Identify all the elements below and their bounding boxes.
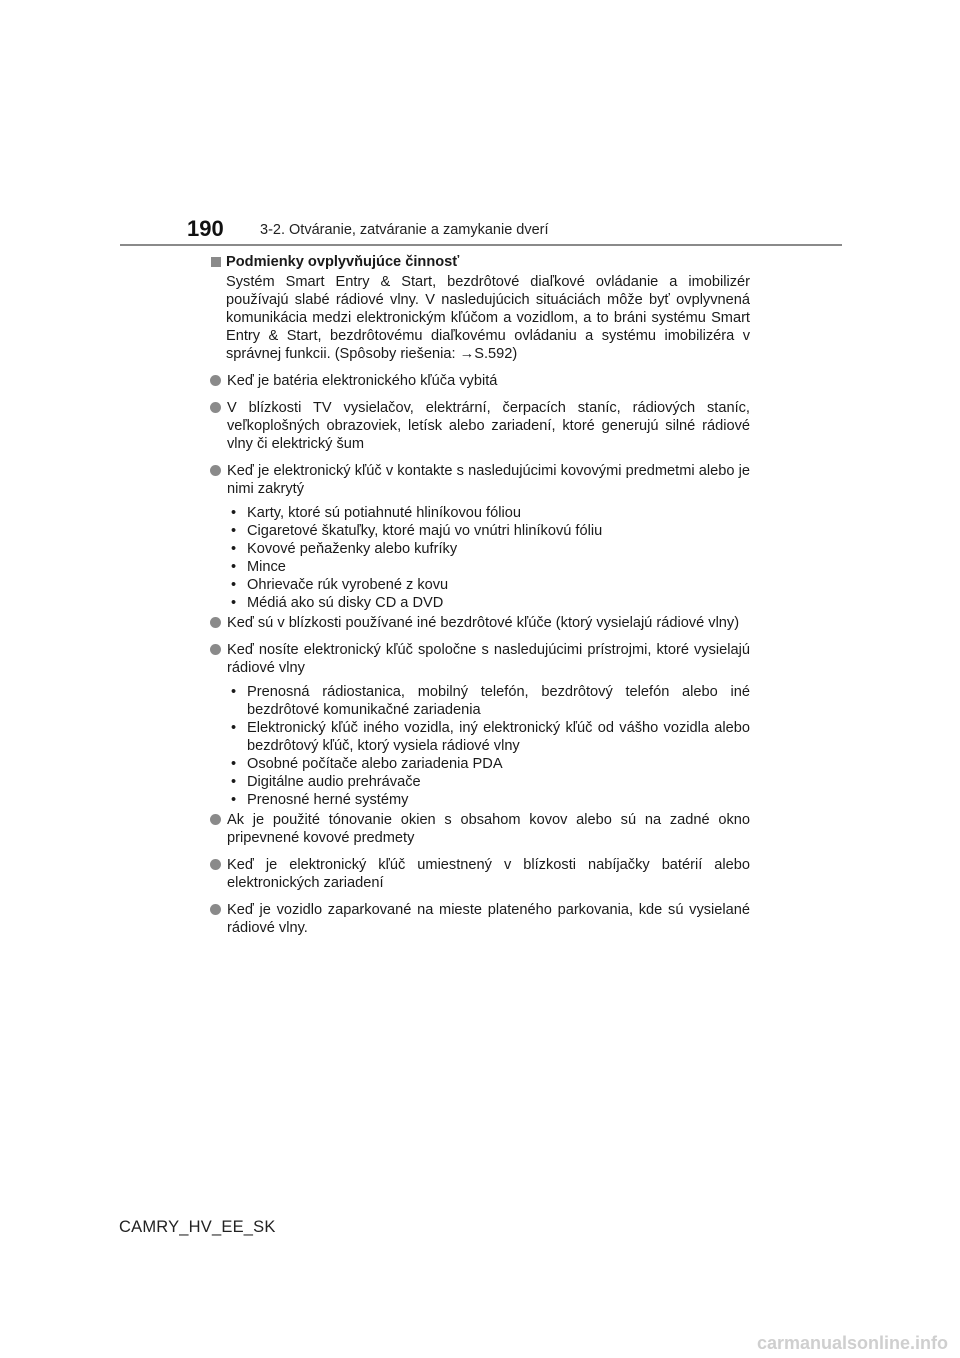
condition-text: Keď je vozidlo zaparkované na mieste plateného parkovania, kde sú vysielané rádiové vlny. xyxy=(227,902,750,936)
sub-list-item xyxy=(227,755,750,773)
sub-bullet: • xyxy=(231,774,237,790)
document-code: CAMRY_HV_EE_SK xyxy=(119,1218,276,1236)
section-title xyxy=(210,253,750,271)
condition-item xyxy=(210,399,750,453)
condition-text: Keď je elektronický kľúč umiestnený v blízkosti nabíjačky batérií alebo elektronických zariadení xyxy=(227,857,750,891)
sub-list-item xyxy=(227,522,750,540)
condition-text: Keď nosíte elektronický kľúč spoločne s nasledujúcimi prístrojmi, ktoré vysielajú rádiové vlny xyxy=(227,642,750,676)
round-bullet-icon xyxy=(210,814,221,825)
condition-item xyxy=(210,372,750,390)
sub-list-text: Médiá ako sú disky CD a DVD xyxy=(247,595,444,611)
sub-list-item xyxy=(227,791,750,809)
sub-list-text: Kovové peňaženky alebo kufríky xyxy=(247,541,458,557)
sub-list-item xyxy=(227,719,750,755)
condition-text: Keď je batéria elektronického kľúča vybitá xyxy=(227,373,498,389)
sub-list-text: Prenosné herné systémy xyxy=(247,792,409,808)
header-rule xyxy=(120,244,842,246)
condition-text: Keď je elektronický kľúč v kontakte s nasledujúcimi kovovými predmetmi alebo je nimi zakrytý xyxy=(227,463,750,497)
sub-list-text: Osobné počítače alebo zariadenia PDA xyxy=(247,756,503,772)
condition-text: Ak je použité tónovanie okien s obsahom kovov alebo sú na zadné okno pripevnené kovové predmety xyxy=(227,812,750,846)
condition-item xyxy=(210,462,750,498)
sub-list-item xyxy=(227,576,750,594)
sub-bullet: • xyxy=(231,523,237,539)
sub-list-text: Mince xyxy=(247,559,286,575)
round-bullet-icon xyxy=(210,465,221,476)
section-intro: Systém Smart Entry & Start, bezdrôtové diaľkové ovládanie a imobilizér používajú slabé rádiové vlny. V nasledujúcich situáciách môže byť ovplyvnená komunikácia medzi elektronickým kľúčom a vozidlom, a to bráni systému Smart Entry & Start, bezdrôtovému diaľkovému ovládaniu a systému imobilizéra v správnej funkcii. (Spôsoby riešenia: →S.592) xyxy=(226,274,750,362)
sub-list-text: Ohrievače rúk vyrobené z kovu xyxy=(247,577,449,593)
round-bullet-icon xyxy=(210,859,221,870)
condition-item xyxy=(210,614,750,632)
round-bullet-icon xyxy=(210,644,221,655)
condition-text: V blízkosti TV vysielačov, elektrární, čerpacích staníc, rádiových staníc, veľkoplošných obrazoviek, letísk alebo zariadení, ktoré generujú silné rádiové vlny či elektrický šum xyxy=(227,400,750,452)
condition-item xyxy=(210,856,750,892)
running-head: 3-2. Otváranie, zatváranie a zamykanie dverí xyxy=(260,222,549,238)
round-bullet-icon xyxy=(210,375,221,386)
sub-list xyxy=(227,504,750,612)
sub-bullet: • xyxy=(231,595,237,611)
page-number: 190 xyxy=(187,216,224,241)
sub-bullet: • xyxy=(231,792,237,808)
sub-list xyxy=(227,683,750,809)
sub-list-text: Cigaretové škatuľky, ktoré majú vo vnútri hliníkovú fóliu xyxy=(247,523,603,539)
sub-list-text: Elektronický kľúč iného vozidla, iný elektronický kľúč od vášho vozidla alebo bezdrôtový kľúč, ktorý vysiela rádiové vlny xyxy=(247,720,750,754)
section-title-text: Podmienky ovplyvňujúce činnosť xyxy=(226,254,460,270)
condition-item xyxy=(210,901,750,937)
watermark: carmanualsonline.info xyxy=(756,1333,948,1353)
sub-list-item xyxy=(227,683,750,719)
sub-bullet: • xyxy=(231,559,237,575)
sub-bullet: • xyxy=(231,577,237,593)
round-bullet-icon xyxy=(210,904,221,915)
sub-list-text: Prenosná rádiostanica, mobilný telefón, bezdrôtový telefón alebo iné bezdrôtové komunikačné zariadenia xyxy=(247,684,750,718)
sub-list-item xyxy=(227,594,750,612)
sub-list-item xyxy=(227,558,750,576)
sub-list-item xyxy=(227,540,750,558)
round-bullet-icon xyxy=(210,617,221,628)
round-bullet-icon xyxy=(210,402,221,413)
condition-item xyxy=(210,641,750,677)
sub-list-item xyxy=(227,773,750,791)
sub-list-text: Digitálne audio prehrávače xyxy=(247,774,421,790)
sub-bullet: • xyxy=(231,684,237,700)
sub-bullet: • xyxy=(231,541,237,557)
sub-bullet: • xyxy=(231,505,237,521)
condition-text: Keď sú v blízkosti používané iné bezdrôtové kľúče (ktorý vysielajú rádiové vlny) xyxy=(227,615,740,631)
sub-list-item xyxy=(227,504,750,522)
sub-bullet: • xyxy=(231,756,237,772)
sub-bullet: • xyxy=(231,720,237,736)
condition-item xyxy=(210,811,750,847)
sub-list-text: Karty, ktoré sú potiahnuté hliníkovou fóliou xyxy=(247,505,521,521)
condition-list xyxy=(210,372,750,937)
square-bullet-icon xyxy=(211,257,221,267)
section-content xyxy=(210,253,750,946)
